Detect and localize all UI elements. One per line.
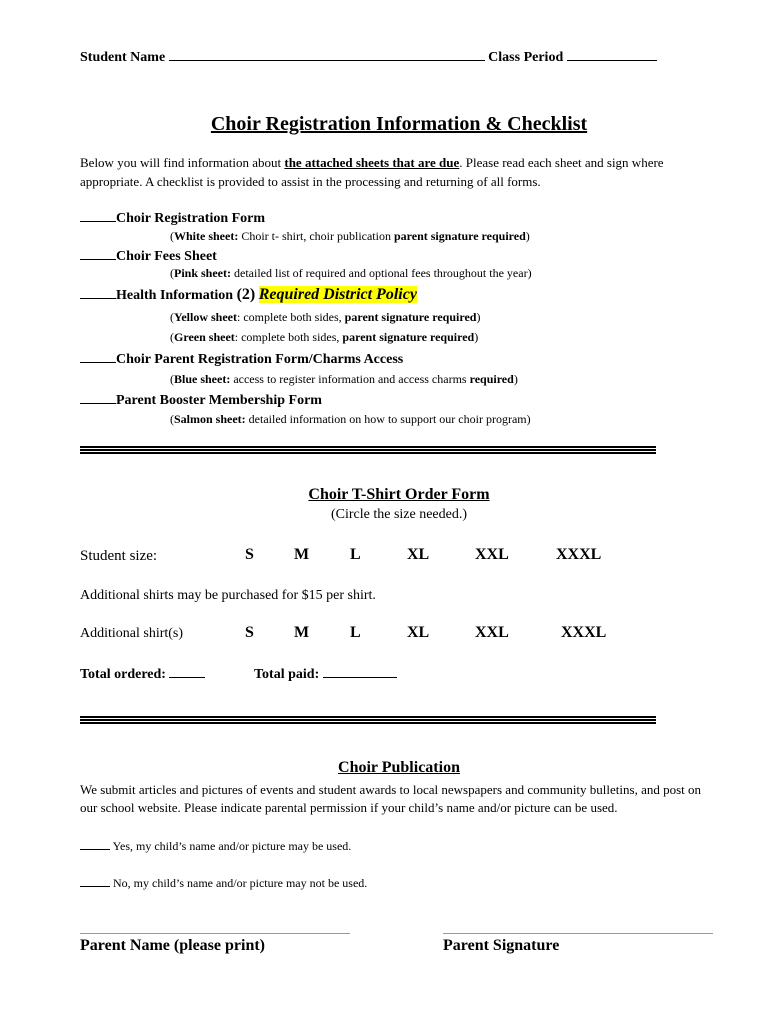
checklist-item-desc-yellow: (Yellow sheet: complete both sides, parent signature required) <box>170 310 481 324</box>
signature-note: required <box>469 372 514 386</box>
additional-shirts-label: Additional shirt(s) <box>80 626 184 641</box>
publication-no-row <box>80 874 367 891</box>
total-paid-row <box>254 665 397 683</box>
sheet-color: Green sheet <box>174 330 235 344</box>
no-option-label: No, my child’s name and/or picture may not be used. <box>113 876 368 890</box>
checklist-item-title: Parent Booster Membership Form <box>116 393 322 408</box>
parent-name-label: Parent Name (please print) <box>80 937 265 954</box>
additional-shirts-note: Additional shirts may be purchased for $15 per shirt. <box>80 588 376 603</box>
additional-size-xxxl[interactable]: XXXL <box>561 624 607 641</box>
sheet-desc: : complete both sides, <box>234 330 343 344</box>
checklist-item-booster <box>80 391 322 409</box>
checklist-item-desc: (Salmon sheet: detailed information on how to support our choir program) <box>170 412 531 426</box>
checklist-item-title: Choir Fees Sheet <box>116 249 217 264</box>
sheet-color: Salmon sheet: <box>174 412 246 426</box>
yes-checkbox-blank[interactable] <box>80 837 110 850</box>
intro-text-2: . Please read each sheet and sign where <box>459 155 664 170</box>
checkbox-blank[interactable] <box>80 209 116 222</box>
publication-text-2: our school website. Please indicate parental permission if your child’s name and/or picture can be used. <box>80 800 618 815</box>
checklist-item-registration <box>80 209 265 227</box>
size-option-s[interactable]: S <box>245 546 254 563</box>
size-option-xxl[interactable]: XXL <box>475 546 509 563</box>
checklist-item-charms <box>80 350 403 368</box>
tshirt-subtitle: (Circle the size needed.) <box>330 507 468 522</box>
class-period-field[interactable] <box>567 48 657 61</box>
total-ordered-field[interactable] <box>169 665 205 678</box>
additional-size-xxl[interactable]: XXL <box>475 624 509 641</box>
total-paid-label: Total paid: <box>254 667 320 682</box>
checkbox-blank[interactable] <box>80 247 116 260</box>
publication-yes-row <box>80 837 351 854</box>
student-name-row <box>80 48 657 66</box>
signature-note: parent signature required <box>393 229 526 243</box>
size-option-l[interactable]: L <box>350 546 361 563</box>
sheet-desc: access to register information and access charms <box>230 372 470 386</box>
parent-signature-label: Parent Signature <box>443 937 560 954</box>
checklist-item-desc: (Pink sheet: detailed list of required and optional fees throughout the year) <box>170 266 532 280</box>
intro-line-2: appropriate. A checklist is provided to assist in the processing and returning of all forms. <box>80 174 541 189</box>
additional-size-s[interactable]: S <box>245 624 254 641</box>
sheet-color: Pink sheet: <box>174 266 231 280</box>
total-ordered-row <box>80 665 205 683</box>
checklist-item-health <box>80 286 417 304</box>
checklist-item-desc: (Blue sheet: access to register information and access charms required) <box>170 372 518 386</box>
class-period-label: Class Period <box>488 50 564 65</box>
section-divider <box>80 716 656 725</box>
parent-name-line[interactable] <box>80 933 350 934</box>
parent-signature-line[interactable] <box>443 933 713 934</box>
sheet-desc: detailed list of required and optional fees throughout the year <box>231 266 528 280</box>
student-size-label: Student size: <box>80 548 158 564</box>
checklist-item-fees <box>80 247 217 265</box>
required-policy-highlight: Required District Policy <box>258 286 417 303</box>
publication-text-1: We submit articles and pictures of events and student awards to local newspapers and community bulletins, and post on <box>80 782 702 797</box>
checkbox-blank[interactable] <box>80 286 116 299</box>
sheet-desc: detailed information on how to support our choir program <box>245 412 527 426</box>
sheet-desc: : complete both sides, <box>237 310 345 324</box>
sheet-desc: Choir t- shirt, choir publication <box>238 229 394 243</box>
section-divider <box>80 446 656 455</box>
signature-note: parent signature required <box>342 330 475 344</box>
size-option-m[interactable]: M <box>294 546 310 563</box>
publication-title: Choir Publication <box>338 759 460 776</box>
sheet-color: Blue sheet: <box>174 372 231 386</box>
checklist-item-title: Choir Parent Registration Form/Charms Access <box>116 352 404 367</box>
intro-line-1 <box>80 155 664 171</box>
size-option-xxxl[interactable]: XXXL <box>556 546 602 563</box>
intro-emphasis: the attached sheets that are due <box>284 155 460 170</box>
checklist-item-desc-green: (Green sheet: complete both sides, parent signature required) <box>170 330 479 344</box>
no-checkbox-blank[interactable] <box>80 874 110 887</box>
additional-size-l[interactable]: L <box>350 624 361 641</box>
student-name-label: Student Name <box>80 50 166 65</box>
total-ordered-label: Total ordered: <box>80 667 166 682</box>
health-count: (2) <box>236 286 256 303</box>
checklist-item-desc: (White sheet: Choir t- shirt, choir publication parent signature required) <box>170 229 530 243</box>
signature-note: parent signature required <box>344 310 477 324</box>
student-name-field[interactable] <box>169 48 485 61</box>
sheet-color: Yellow sheet <box>174 310 237 324</box>
size-option-xl[interactable]: XL <box>407 546 430 563</box>
additional-size-xl[interactable]: XL <box>407 624 430 641</box>
tshirt-title: Choir T-Shirt Order Form <box>308 486 490 503</box>
checklist-item-title: Choir Registration Form <box>116 211 266 226</box>
total-paid-field[interactable] <box>323 665 397 678</box>
sheet-color: White sheet: <box>174 229 239 243</box>
intro-text: Below you will find information about <box>80 155 285 170</box>
checkbox-blank[interactable] <box>80 350 116 363</box>
checkbox-blank[interactable] <box>80 391 116 404</box>
checklist-item-title: Health Information <box>116 288 237 303</box>
additional-size-m[interactable]: M <box>294 624 310 641</box>
yes-option-label: Yes, my child’s name and/or picture may be used. <box>112 839 352 853</box>
page-title: Choir Registration Information & Checklist <box>210 113 588 135</box>
